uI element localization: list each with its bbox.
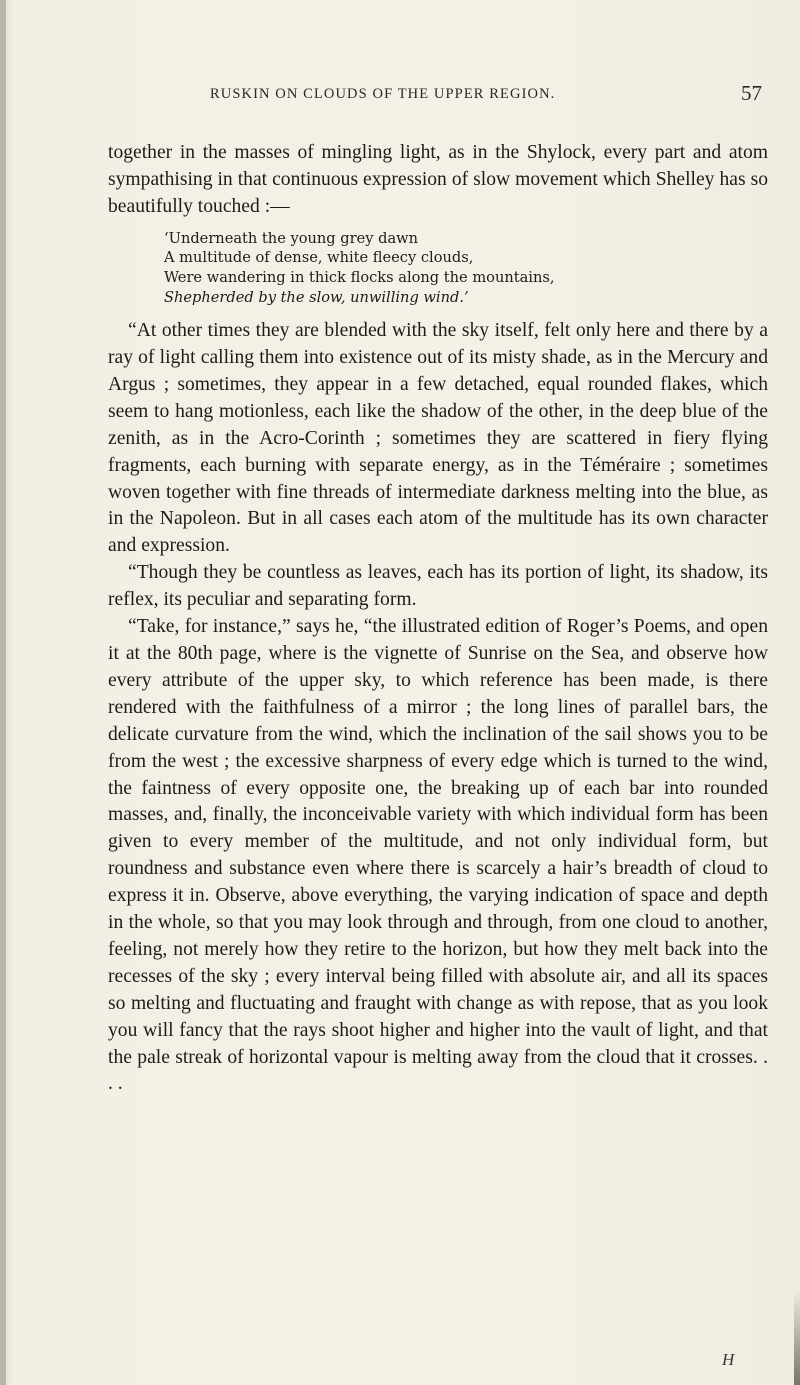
verse-line-1: ‘Underneath the young grey dawn — [164, 229, 419, 247]
verse-line-3: Were wandering in thick flocks along the mountains, — [164, 268, 555, 286]
paragraph-countless-as-leaves: “Though they be countless as leaves, each has its portion of light, its shadow, its reflex, its peculiar and separating form. — [108, 562, 768, 611]
page-number: 57 — [741, 81, 762, 105]
page-edge-shadow — [794, 1290, 800, 1385]
verse-line-4: Shepherded by the slow, unwilling wind.’ — [164, 288, 469, 306]
verse-line-2: A multitude of dense, white fleecy clouds, — [164, 249, 474, 267]
signature-mark: H — [722, 1350, 735, 1369]
shelley-quotation — [164, 229, 768, 307]
page-header — [90, 68, 790, 108]
paragraph-rogers-poems: “Take, for instance,” says he, “the illustrated edition of Roger’s Poems, and open it at the 80th page, where is the vignette of Sunrise on the Sea, and observe how every attribute of the upper sky, to which reference has been made, is there rendered with the faithfulness of a mirror ; the long lines of parallel bars, the delicate curvature from the wind, which the inclination of the sail shows you to be from the west ; the excessive sharpness of every edge which is turned to the wind, the faintness of every opposite one, the breaking up of each bar into rounded masses, and, finally, the inconceivable variety with which individual form has been given to every member of the multitude, and not only individual form, but roundness and substance even where there is scarcely a hair’s breadth of cloud to express it in. Observe, above everything, the varying indication of space and depth in the whole, so that you may look through and through, from one cloud to another, feeling, not merely how they retire to the horizon, but how they melt back into the recesses of the sky ; every interval being filled with absolute air, and all its spaces so melting and fluctuating and fraught with change as with repose, that as you look you will fancy that the rays shoot higher and higher into the vault of light, and that the pale streak of horizontal vapour is melting away from the cloud that it crosses. . . . — [108, 616, 768, 1095]
page-body — [108, 140, 768, 1098]
page-gutter — [0, 0, 6, 1385]
paragraph-at-other-times: “At other times they are blended with the sky itself, felt only here and there by a ray of light calling them into existence out of its misty shade, as in the Mercury and Argus ; sometimes, they appear in a few detached, equal rounded flakes, which seem to hang motionless, each like the shadow of the other, in the deep blue of the zenith, as in the Acro-Corinth ; sometimes they are scattered in fiery flying fragments, each burning with separate energy, as in the Téméraire ; sometimes woven together with fine threads of intermediate darkness melting into the blue, as in the Napoleon. But in all cases each atom of the multitude has its own character and expression. — [108, 320, 768, 557]
intro-paragraph: together in the masses of mingling light, as in the Shylock, every part and atom sympathising in that continuous expression of slow movement which Shelley has so beautifully touched :— — [108, 142, 768, 217]
running-title: RUSKIN ON CLOUDS OF THE UPPER REGION. — [210, 86, 556, 102]
